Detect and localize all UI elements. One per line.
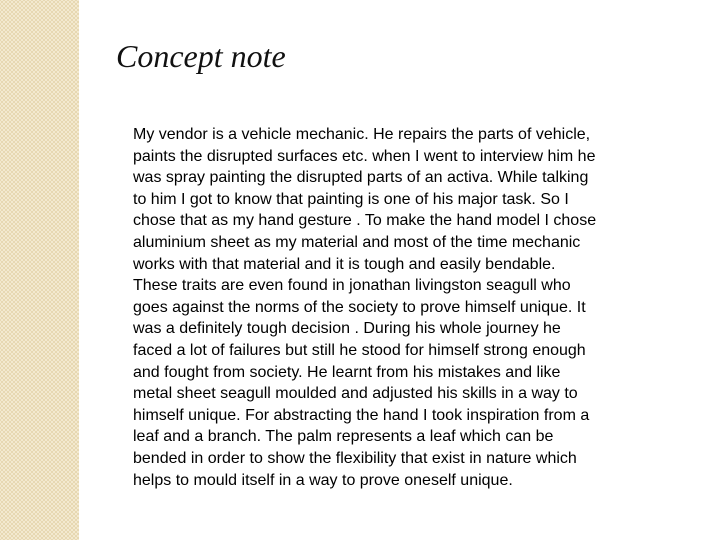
slide-title: Concept note [116, 38, 286, 74]
paragraph-line: was a definitely tough decision . During his whole journey he [133, 320, 561, 338]
paragraph-line: aluminium sheet as my material and most of the time mechanic [133, 233, 581, 251]
paragraph-line: My vendor is a vehicle mechanic. He repairs the parts of vehicle, [133, 126, 591, 143]
decorative-side-strip [0, 0, 79, 540]
paragraph-line: to him I got to know that painting is one of his major task. So I [133, 190, 569, 208]
paragraph-line: bended in order to show the flexibility that exist in nature which [133, 449, 577, 467]
paragraph-line: was spray painting the disrupted parts of an activa. While talking [133, 169, 589, 187]
paragraph-line: works with that material and it is tough and easily bendable. [133, 255, 556, 273]
paragraph-line: paints the disrupted surfaces etc. when I went to interview him he [133, 147, 596, 165]
paragraph-line: helps to mould itself in a way to prove oneself unique. [133, 471, 513, 489]
paragraph-line: These traits are even found in jonathan livingston seagull who [133, 277, 571, 295]
paragraph-line: goes against the norms of the society to prove himself unique. It [133, 298, 586, 316]
concept-note-paragraph [133, 124, 663, 491]
paragraph-line: and fought from society. He learnt from his mistakes and like [133, 363, 561, 381]
paragraph-line: leaf and a branch. The palm represents a leaf which can be [133, 428, 554, 446]
paragraph-line: chose that as my hand gesture . To make the hand model I chose [133, 212, 597, 230]
paragraph-line: himself unique. For abstracting the hand I took inspiration from a [133, 406, 590, 424]
paragraph-line: metal sheet seagull moulded and adjusted his skills in a way to [133, 385, 578, 403]
paragraph-line: faced a lot of failures but still he stood for himself strong enough [133, 341, 586, 359]
